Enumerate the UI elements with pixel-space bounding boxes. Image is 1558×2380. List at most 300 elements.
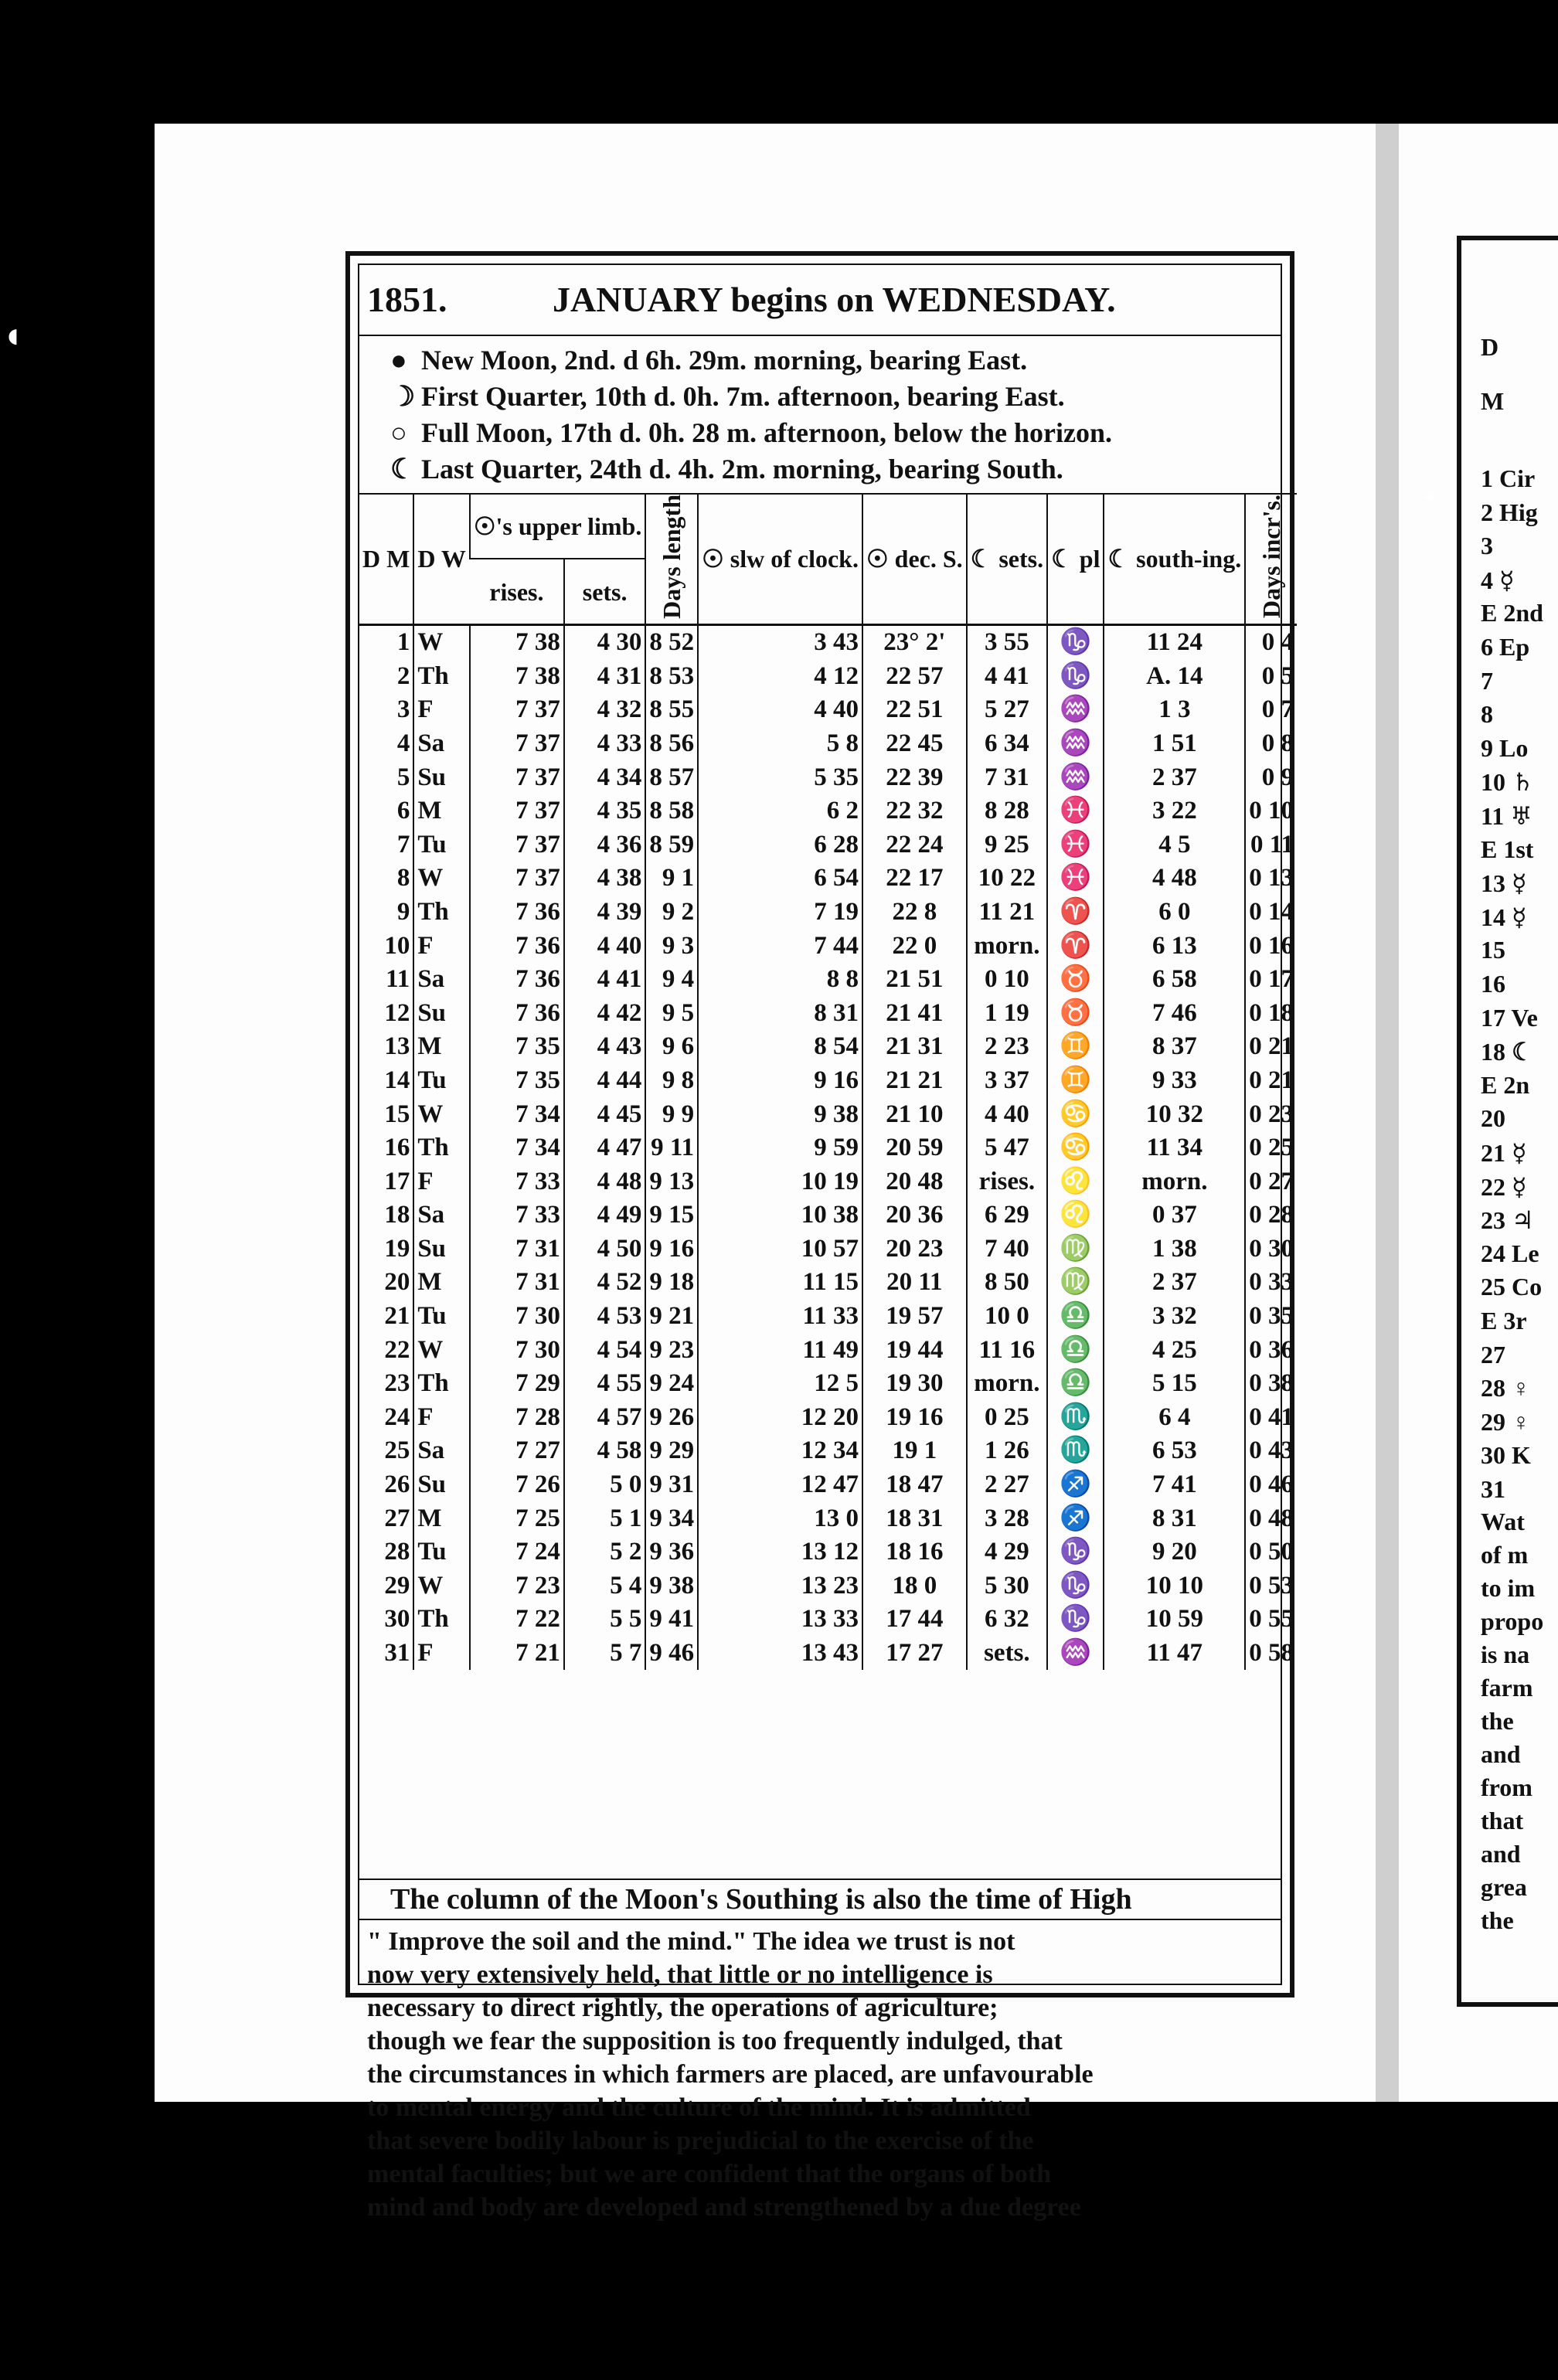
days-length-cell: 8 53 — [645, 660, 698, 694]
days-length-cell: 8 55 — [645, 693, 698, 727]
sun-rises-cell: 7 34 — [470, 1097, 564, 1131]
sun-sets-cell: 5 4 — [564, 1569, 645, 1603]
sun-dec-cell: 22 0 — [862, 929, 967, 963]
sun-slow-cell: 13 33 — [698, 1603, 862, 1637]
sun-sets-cell: 4 50 — [564, 1232, 645, 1266]
days-increase-cell: 0 53 — [1245, 1569, 1297, 1603]
moon-southing-cell: A. 14 — [1104, 660, 1245, 694]
sun-sets-cell: 5 2 — [564, 1535, 645, 1569]
full-moon-icon: ○ — [390, 417, 407, 448]
moon-place-cell: ♓ — [1047, 862, 1104, 896]
right-header-cell: D — [1481, 333, 1499, 361]
day-of-week-cell: F — [413, 1637, 470, 1671]
sun-slow-cell: 7 44 — [698, 929, 862, 963]
right-table-row: E 1st — [1481, 835, 1534, 863]
moon-southing-cell: 6 0 — [1104, 896, 1245, 930]
col-header-days-incr: Days incr's. — [1245, 494, 1297, 624]
right-paragraph-line: propo — [1481, 1607, 1544, 1635]
right-table-row: 20 — [1481, 1104, 1505, 1133]
table-row — [359, 660, 1297, 694]
right-paragraph-line: of m — [1481, 1541, 1529, 1569]
moon-sets-cell: 3 55 — [967, 624, 1047, 659]
sun-sets-cell: 4 47 — [564, 1131, 645, 1165]
days-increase-cell: 0 38 — [1245, 1367, 1297, 1401]
table-row — [359, 996, 1297, 1030]
day-of-week-cell: Tu — [413, 1535, 470, 1569]
sun-dec-cell: 22 24 — [862, 828, 967, 862]
moon-southing-cell: 4 25 — [1104, 1333, 1245, 1367]
table-row — [359, 1164, 1297, 1198]
days-length-cell: 9 9 — [645, 1097, 698, 1131]
moon-southing-cell: 7 46 — [1104, 996, 1245, 1030]
day-of-month-cell: 29 — [384, 1571, 410, 1600]
day-of-week-cell: W — [413, 1569, 470, 1603]
moon-southing-cell: 11 24 — [1104, 624, 1245, 659]
day-of-month-cell: 16 — [384, 1134, 410, 1162]
days-increase-cell: 0 43 — [1245, 1434, 1297, 1468]
sun-sets-cell: 4 48 — [564, 1164, 645, 1198]
right-table-row: E 3r — [1481, 1307, 1527, 1334]
days-length-cell: 8 52 — [645, 624, 698, 659]
moon-southing-cell: morn. — [1104, 1164, 1245, 1198]
sun-dec-cell: 23° 2' — [862, 624, 967, 659]
days-length-cell: 9 11 — [645, 1131, 698, 1165]
moon-sets-cell: 8 28 — [967, 794, 1047, 828]
moon-place-cell: ♈ — [1047, 896, 1104, 930]
moon-southing-cell: 2 37 — [1104, 760, 1245, 794]
moon-southing-cell: 6 58 — [1104, 963, 1245, 997]
almanac-table — [359, 493, 1297, 1670]
moon-sets-cell: 10 0 — [967, 1300, 1047, 1334]
right-paragraph-line: the — [1481, 1707, 1514, 1735]
days-increase-cell: 0 50 — [1245, 1535, 1297, 1569]
sun-dec-cell: 21 31 — [862, 1030, 967, 1064]
sun-sets-cell: 4 40 — [564, 929, 645, 963]
days-length-cell: 9 24 — [645, 1367, 698, 1401]
sun-dec-cell: 18 47 — [862, 1468, 967, 1502]
day-of-month-cell: 5 — [396, 763, 410, 791]
moon-southing-cell: 9 33 — [1104, 1064, 1245, 1098]
sun-slow-cell: 9 16 — [698, 1064, 862, 1098]
sun-sets-cell: 4 49 — [564, 1198, 645, 1232]
moon-place-cell: ♒ — [1047, 693, 1104, 727]
day-of-month-cell: 24 — [384, 1402, 410, 1431]
moon-sets-cell: 0 25 — [967, 1401, 1047, 1435]
sun-slow-cell: 11 33 — [698, 1300, 862, 1334]
day-of-month-cell: 25 — [384, 1436, 410, 1465]
sun-sets-cell: 4 45 — [564, 1097, 645, 1131]
last-quarter-icon: ☾ — [390, 454, 416, 484]
month-title: JANUARY begins on WEDNESDAY. — [553, 280, 1116, 319]
day-of-week-cell: Tu — [413, 1064, 470, 1098]
sun-rises-cell: 7 23 — [470, 1569, 564, 1603]
col-header-southing: ☾ south-ing. — [1104, 494, 1245, 624]
days-length-cell: 9 31 — [645, 1468, 698, 1502]
moon-southing-cell: 11 34 — [1104, 1131, 1245, 1165]
moon-place-cell: ♉ — [1047, 996, 1104, 1030]
next-page-partial — [1457, 236, 1558, 2007]
moon-sets-cell: 1 26 — [967, 1434, 1047, 1468]
sun-sets-cell: 5 1 — [564, 1501, 645, 1535]
col-header-moon-sets: ☾ sets. — [967, 494, 1047, 624]
table-row — [359, 624, 1297, 659]
moon-place-cell: ♑ — [1047, 624, 1104, 659]
col-header-dm: D M — [359, 494, 413, 624]
sun-rises-cell: 7 25 — [470, 1501, 564, 1535]
day-of-month-cell: 15 — [384, 1100, 410, 1128]
day-of-month-cell: 3 — [396, 695, 410, 724]
col-header-days-length: Days length — [645, 494, 698, 624]
day-of-week-cell: Th — [413, 896, 470, 930]
col-header-dw: D W — [413, 494, 470, 624]
right-paragraph-line: farm — [1481, 1674, 1533, 1702]
table-row — [359, 1434, 1297, 1468]
right-table-row: 14 ☿ — [1481, 903, 1527, 931]
sun-dec-cell: 19 30 — [862, 1367, 967, 1401]
sun-rises-cell: 7 35 — [470, 1064, 564, 1098]
sun-rises-cell: 7 33 — [470, 1164, 564, 1198]
moon-southing-cell: 1 3 — [1104, 693, 1245, 727]
right-paragraph-line: the — [1481, 1906, 1514, 1934]
moon-sets-cell: 11 21 — [967, 896, 1047, 930]
moon-place-cell: ♍ — [1047, 1266, 1104, 1300]
moon-southing-cell: 7 41 — [1104, 1468, 1245, 1502]
days-increase-cell: 0 21 — [1245, 1030, 1297, 1064]
sun-dec-cell: 20 48 — [862, 1164, 967, 1198]
moon-southing-cell: 4 5 — [1104, 828, 1245, 862]
right-table-row: 8 — [1481, 700, 1493, 729]
right-paragraph-line: Wat — [1481, 1508, 1525, 1535]
moon-place-cell: ♎ — [1047, 1300, 1104, 1334]
right-table-row: 1 Cir — [1481, 464, 1536, 492]
phase-line — [390, 451, 1112, 488]
phase-text: New Moon, 2nd. d 6h. 29m. morning, bearing East. — [421, 345, 1028, 376]
table-row — [359, 1401, 1297, 1435]
moon-sets-cell: 6 32 — [967, 1603, 1047, 1637]
almanac-header — [359, 265, 1281, 336]
right-table-row: E 2nd — [1481, 599, 1543, 627]
moon-sets-cell: 7 31 — [967, 760, 1047, 794]
sun-rises-cell: 7 36 — [470, 996, 564, 1030]
moon-place-cell: ♋ — [1047, 1097, 1104, 1131]
speck-mark: ✦ — [1422, 487, 1439, 510]
moon-sets-cell: 0 10 — [967, 963, 1047, 997]
almanac-panel — [345, 251, 1294, 2222]
day-of-month-cell: 18 — [384, 1201, 410, 1229]
day-of-month-cell: 13 — [384, 1032, 410, 1061]
day-of-week-cell: Th — [413, 660, 470, 694]
sun-sets-cell: 4 55 — [564, 1367, 645, 1401]
day-of-month-cell: 4 — [396, 729, 410, 757]
right-table-row: 28 ♀ — [1481, 1374, 1530, 1402]
sun-sets-cell: 5 5 — [564, 1603, 645, 1637]
sun-rises-cell: 7 31 — [470, 1232, 564, 1266]
moon-place-cell: ♍ — [1047, 1232, 1104, 1266]
sun-slow-cell: 13 23 — [698, 1569, 862, 1603]
paragraph-line: now very extensively held, that little or no intelligence is — [367, 1960, 993, 1989]
days-increase-cell: 0 28 — [1245, 1198, 1297, 1232]
sun-sets-cell: 4 57 — [564, 1401, 645, 1435]
sun-rises-cell: 7 27 — [470, 1434, 564, 1468]
sun-rises-cell: 7 24 — [470, 1535, 564, 1569]
sun-rises-cell: 7 37 — [470, 862, 564, 896]
moon-place-cell: ♒ — [1047, 727, 1104, 761]
moon-sets-cell: 11 16 — [967, 1333, 1047, 1367]
sun-dec-cell: 19 44 — [862, 1333, 967, 1367]
sun-rises-cell: 7 37 — [470, 794, 564, 828]
sun-slow-cell: 13 12 — [698, 1535, 862, 1569]
days-increase-cell: 0 7 — [1245, 693, 1297, 727]
table-row — [359, 1569, 1297, 1603]
day-of-month-cell: 11 — [386, 965, 410, 994]
days-length-cell: 8 59 — [645, 828, 698, 862]
days-length-cell: 9 8 — [645, 1064, 698, 1098]
sun-sets-cell: 5 0 — [564, 1468, 645, 1502]
moon-southing-cell: 10 10 — [1104, 1569, 1245, 1603]
moon-sets-cell: 3 28 — [967, 1501, 1047, 1535]
moon-place-cell: ♒ — [1047, 760, 1104, 794]
moon-place-cell: ♒ — [1047, 1637, 1104, 1671]
days-length-cell: 9 21 — [645, 1300, 698, 1334]
sun-slow-cell: 6 54 — [698, 862, 862, 896]
day-of-month-cell: 26 — [384, 1470, 410, 1499]
right-table-row: 6 Ep — [1481, 633, 1530, 661]
sun-rises-cell: 7 37 — [470, 727, 564, 761]
moon-sets-cell: 2 23 — [967, 1030, 1047, 1064]
moon-sets-cell: 3 37 — [967, 1064, 1047, 1098]
day-of-month-cell: 2 — [396, 661, 410, 690]
new-moon-icon: ● — [390, 345, 407, 376]
moon-southing-cell: 4 48 — [1104, 862, 1245, 896]
day-of-month-cell: 20 — [384, 1268, 410, 1297]
table-row — [359, 794, 1297, 828]
sun-sets-cell: 4 31 — [564, 660, 645, 694]
sun-dec-cell: 21 10 — [862, 1097, 967, 1131]
moon-sets-cell: 5 47 — [967, 1131, 1047, 1165]
moon-sets-cell: 9 25 — [967, 828, 1047, 862]
table-row — [359, 727, 1297, 761]
sun-slow-cell: 8 54 — [698, 1030, 862, 1064]
right-table-row: 2 Hig — [1481, 498, 1538, 526]
day-of-week-cell: Sa — [413, 1434, 470, 1468]
days-increase-cell: 0 9 — [1245, 760, 1297, 794]
moon-sets-cell: 4 29 — [967, 1535, 1047, 1569]
agriculture-paragraph — [367, 1925, 1273, 2224]
day-of-week-cell: Th — [413, 1603, 470, 1637]
table-row — [359, 1064, 1297, 1098]
sun-dec-cell: 18 0 — [862, 1569, 967, 1603]
moon-sets-cell: 8 50 — [967, 1266, 1047, 1300]
moon-southing-cell: 6 4 — [1104, 1401, 1245, 1435]
moon-southing-cell: 1 51 — [1104, 727, 1245, 761]
paragraph-line: the circumstances in which farmers are placed, are unfavourable — [367, 2060, 1094, 2089]
sun-rises-cell: 7 21 — [470, 1637, 564, 1671]
moon-place-cell: ♎ — [1047, 1333, 1104, 1367]
moon-southing-cell: 2 37 — [1104, 1266, 1245, 1300]
moon-place-cell: ♊ — [1047, 1030, 1104, 1064]
moon-southing-cell: 5 15 — [1104, 1367, 1245, 1401]
right-paragraph-line: grea — [1481, 1873, 1527, 1901]
moon-place-cell: ♑ — [1047, 1535, 1104, 1569]
sun-dec-cell: 22 8 — [862, 896, 967, 930]
moon-sets-cell: 6 29 — [967, 1198, 1047, 1232]
moon-place-cell: ♐ — [1047, 1468, 1104, 1502]
sun-dec-cell: 18 16 — [862, 1535, 967, 1569]
sun-slow-cell: 8 31 — [698, 996, 862, 1030]
moon-sets-cell: rises. — [967, 1164, 1047, 1198]
sun-sets-cell: 4 35 — [564, 794, 645, 828]
table-row — [359, 1603, 1297, 1637]
sun-sets-cell: 4 42 — [564, 996, 645, 1030]
day-of-week-cell: Th — [413, 1131, 470, 1165]
speck-mark: ◖ — [8, 325, 19, 348]
col-header-sets: sets. — [564, 559, 645, 624]
right-paragraph-line: from — [1481, 1773, 1532, 1801]
sun-sets-cell: 4 44 — [564, 1064, 645, 1098]
sun-slow-cell: 4 12 — [698, 660, 862, 694]
days-increase-cell: 0 35 — [1245, 1300, 1297, 1334]
moon-place-cell: ♉ — [1047, 963, 1104, 997]
sun-dec-cell: 17 27 — [862, 1637, 967, 1671]
day-of-month-cell: 9 — [396, 897, 410, 926]
sun-dec-cell: 22 39 — [862, 760, 967, 794]
day-of-week-cell: F — [413, 929, 470, 963]
day-of-month-cell: 23 — [384, 1369, 410, 1398]
moon-sets-cell: morn. — [967, 929, 1047, 963]
day-of-month-cell: 10 — [384, 931, 410, 960]
day-of-week-cell: Su — [413, 996, 470, 1030]
right-table-row: 27 — [1481, 1340, 1505, 1368]
sun-sets-cell: 4 30 — [564, 624, 645, 659]
southing-note: The column of the Moon's Southing is also the time of High — [359, 1878, 1281, 1920]
sun-slow-cell: 5 8 — [698, 727, 862, 761]
days-length-cell: 9 29 — [645, 1434, 698, 1468]
sun-dec-cell: 17 44 — [862, 1603, 967, 1637]
table-row — [359, 1333, 1297, 1367]
sun-sets-cell: 4 41 — [564, 963, 645, 997]
sun-slow-cell: 6 28 — [698, 828, 862, 862]
days-length-cell: 9 36 — [645, 1535, 698, 1569]
days-increase-cell: 0 36 — [1245, 1333, 1297, 1367]
right-table-row: 16 — [1481, 970, 1505, 998]
day-of-month-cell: 7 — [396, 830, 410, 858]
paragraph-line: to mental energy and the culture of the mind. It is admitted — [367, 2093, 1031, 2122]
days-increase-cell: 0 18 — [1245, 996, 1297, 1030]
col-header-rises: rises. — [470, 559, 564, 624]
right-table-row: 25 Co — [1481, 1273, 1543, 1301]
phase-line — [390, 415, 1112, 451]
days-length-cell: 8 58 — [645, 794, 698, 828]
sun-sets-cell: 4 36 — [564, 828, 645, 862]
sun-dec-cell: 19 57 — [862, 1300, 967, 1334]
right-paragraph-line: to im — [1481, 1574, 1536, 1602]
sun-dec-cell: 22 51 — [862, 693, 967, 727]
col-header-sun-limb: ☉'s upper limb. — [470, 494, 645, 559]
days-increase-cell: 0 48 — [1245, 1501, 1297, 1535]
moon-southing-cell: 0 37 — [1104, 1198, 1245, 1232]
day-of-month-cell: 19 — [384, 1234, 410, 1263]
sun-rises-cell: 7 29 — [470, 1367, 564, 1401]
day-of-month-cell: 1 — [396, 628, 410, 657]
moon-sets-cell: 6 34 — [967, 727, 1047, 761]
sun-slow-cell: 10 57 — [698, 1232, 862, 1266]
moon-southing-cell: 10 32 — [1104, 1097, 1245, 1131]
table-row — [359, 1535, 1297, 1569]
day-of-month-cell: 12 — [384, 998, 410, 1027]
sun-slow-cell: 11 15 — [698, 1266, 862, 1300]
day-of-month-cell: 21 — [384, 1302, 410, 1331]
days-increase-cell: 0 25 — [1245, 1131, 1297, 1165]
table-row — [359, 1266, 1297, 1300]
moon-place-cell: ♑ — [1047, 660, 1104, 694]
sun-rises-cell: 7 35 — [470, 1030, 564, 1064]
page-gutter — [1376, 124, 1399, 2102]
days-increase-cell: 0 17 — [1245, 963, 1297, 997]
moon-sets-cell: 4 41 — [967, 660, 1047, 694]
sun-slow-cell: 8 8 — [698, 963, 862, 997]
moon-place-cell: ♏ — [1047, 1401, 1104, 1435]
table-row — [359, 929, 1297, 963]
paragraph-line: though we fear the supposition is too frequently indulged, that — [367, 2027, 1063, 2055]
days-increase-cell: 0 55 — [1245, 1603, 1297, 1637]
sun-dec-cell: 22 32 — [862, 794, 967, 828]
table-row — [359, 760, 1297, 794]
days-increase-cell: 0 4 — [1245, 624, 1297, 659]
right-table-row: 10 ♄ — [1481, 768, 1534, 797]
right-table-row: 18 ☾ — [1481, 1038, 1534, 1066]
sun-slow-cell: 10 38 — [698, 1198, 862, 1232]
moon-sets-cell: 2 27 — [967, 1468, 1047, 1502]
sun-rises-cell: 7 38 — [470, 660, 564, 694]
col-header-moon-pl: ☾ pl — [1047, 494, 1104, 624]
day-of-week-cell: F — [413, 1401, 470, 1435]
right-table-row: 17 Ve — [1481, 1003, 1538, 1032]
table-row — [359, 1232, 1297, 1266]
days-length-cell: 9 23 — [645, 1333, 698, 1367]
col-header-slow-clock: ☉ slw of clock. — [698, 494, 862, 624]
day-of-week-cell: M — [413, 1501, 470, 1535]
day-of-week-cell: W — [413, 862, 470, 896]
sun-rises-cell: 7 33 — [470, 1198, 564, 1232]
table-row — [359, 896, 1297, 930]
right-table-row: 4 ☿ — [1481, 566, 1515, 594]
moon-place-cell: ♈ — [1047, 929, 1104, 963]
moon-southing-cell: 6 13 — [1104, 929, 1245, 963]
moon-place-cell: ♓ — [1047, 794, 1104, 828]
sun-sets-cell: 4 32 — [564, 693, 645, 727]
days-length-cell: 8 56 — [645, 727, 698, 761]
days-length-cell: 9 15 — [645, 1198, 698, 1232]
moon-place-cell: ♎ — [1047, 1367, 1104, 1401]
moon-southing-cell: 8 31 — [1104, 1501, 1245, 1535]
sun-slow-cell: 4 40 — [698, 693, 862, 727]
moon-place-cell: ♋ — [1047, 1131, 1104, 1165]
right-table-row: 13 ☿ — [1481, 869, 1527, 898]
table-row — [359, 862, 1297, 896]
right-paragraph-line: that — [1481, 1807, 1524, 1834]
days-length-cell: 9 1 — [645, 862, 698, 896]
moon-southing-cell: 11 47 — [1104, 1637, 1245, 1671]
moon-place-cell: ♑ — [1047, 1569, 1104, 1603]
sun-slow-cell: 7 19 — [698, 896, 862, 930]
sun-dec-cell: 20 59 — [862, 1131, 967, 1165]
sun-dec-cell: 21 51 — [862, 963, 967, 997]
phase-text: First Quarter, 10th d. 0h. 7m. afternoon, bearing East. — [421, 381, 1065, 412]
sun-rises-cell: 7 38 — [470, 624, 564, 659]
day-of-month-cell: 6 — [396, 797, 410, 825]
sun-sets-cell: 5 7 — [564, 1637, 645, 1671]
moon-southing-cell: 1 38 — [1104, 1232, 1245, 1266]
